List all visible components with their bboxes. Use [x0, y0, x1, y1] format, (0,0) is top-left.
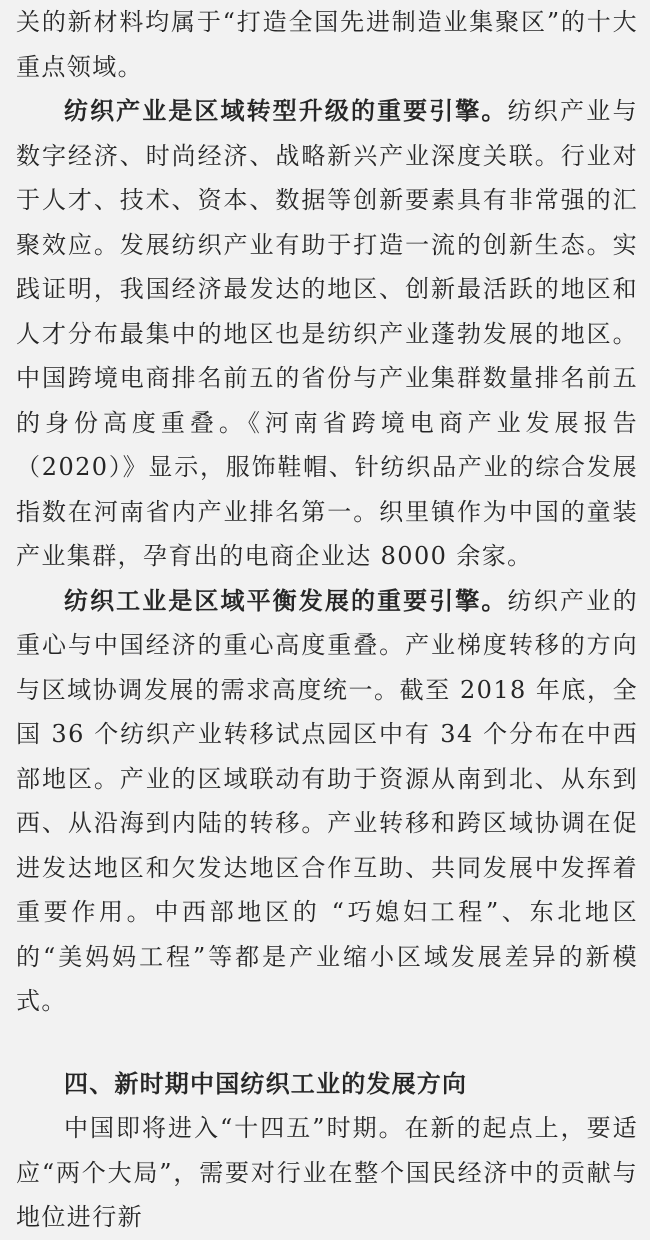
paragraph-text: 纺织产业的重心与中国经济的重心高度重叠。产业梯度转移的方向与区域协调发展的需求高度统一。截至 2018 年底，全国 36 个纺织产业转移试点园区中有 34 个分布在中西部地区。产业的区域联动有助于资源从南到北、从东到西、从沿海到内陆的转移。产业转移和跨区域协调在促进发达地区和欠发达地区合作互助、共同发展中发挥着重要作用。中西部地区的 “巧媳妇工程”、东北地区的“美妈妈工程”等都是产业缩小区域发展差异的新模式。: [16, 586, 638, 1015]
paragraph-text: 关的新材料均属于“打造全国先进制造业集聚区”的十大重点领域。: [16, 8, 638, 81]
paragraph-lead: 纺织产业是区域转型升级的重要引擎。: [64, 97, 508, 125]
paragraph-lead: 纺织工业是区域平衡发展的重要引擎。: [64, 586, 508, 615]
paragraph-new-period: [16, 1106, 638, 1240]
paragraph-regional-balance: [16, 579, 638, 1024]
section-heading: 四、新时期中国纺织工业的发展方向: [64, 1069, 468, 1098]
paragraph-text: 纺织产业与数字经济、时尚经济、战略新兴产业深度关联。行业对于人才、技术、资本、数据等创新要素具有非常强的汇聚效应。发展纺织产业有助于打造一流的创新生态。实践证明，我国经济最发达的地区、创新最活跃的地区和人才分布最集中的地区也是纺织产业蓬勃发展的地区。中国跨境电商排名前五的省份与产业集群数量排名前五的身份高度重叠。《河南省跨境电商产业发展报告（2020）》显示，服饰鞋帽、针纺织品产业的综合发展指数在河南省内产业排名第一。织里镇作为中国的童装产业集群，孕育出的电商企业达 8000 余家。: [16, 97, 638, 570]
paragraph-continuation: [16, 0, 638, 89]
paragraph-regional-transformation: [16, 89, 638, 579]
paragraph-text: 中国即将进入“十四五”时期。在新的起点上，要适应“两个大局”，需要对行业在整个国民经济中的贡献与地位进行新: [16, 1114, 638, 1231]
